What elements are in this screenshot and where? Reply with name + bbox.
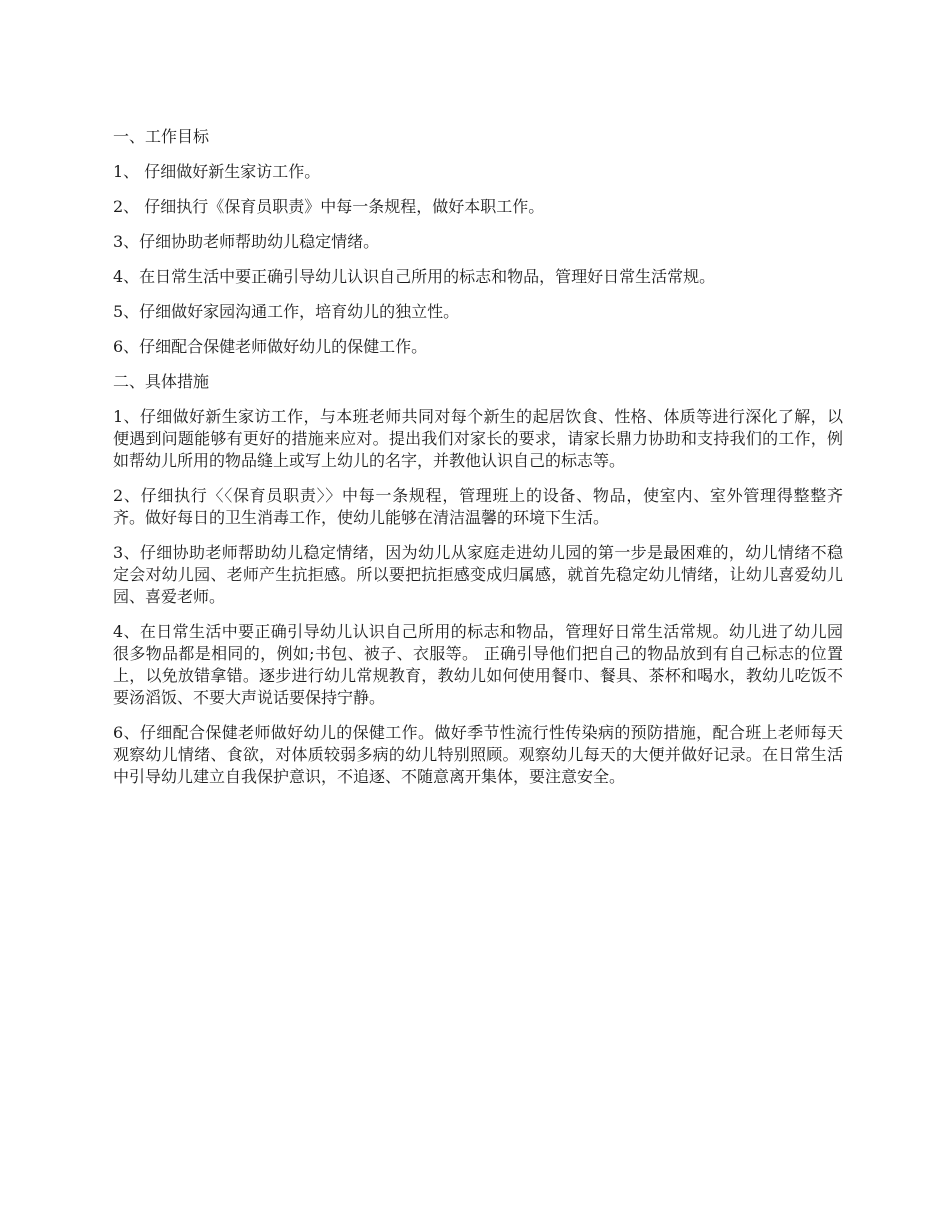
goal-item-2: 2、 仔细执行《保育员职责》中每一条规程，做好本职工作。: [113, 197, 545, 216]
section-heading-goals: 一、工作目标: [113, 127, 210, 146]
document-body: [113, 126, 843, 801]
goal-item-5: 5、仔细做好家园沟通工作，培育幼儿的独立性。: [113, 302, 460, 321]
goal-item-1: 1、 仔细做好新生家访工作。: [113, 162, 321, 181]
goal-item-4: 4、在日常生活中要正确引导幼儿认识自己所用的标志和物品，管理好日常生活常规。: [113, 267, 716, 286]
goal-item-3: 3、仔细协助老师帮助幼儿稳定情绪。: [113, 232, 380, 251]
measure-paragraph-6: 6、仔细配合保健老师做好幼儿的保健工作。做好季节性流行性传染病的预防措施，配合班上老师每天观察幼儿情绪、食欲，对体质较弱多病的幼儿特别照顾。观察幼儿每天的大便并做好记录。在日常生活中引导幼儿建立自我保护意识，不追逐、不随意离开集体，要注意安全。: [113, 723, 843, 786]
section-heading-measures: 二、具体措施: [113, 372, 210, 391]
measure-paragraph-3: 3、仔细协助老师帮助幼儿稳定情绪，因为幼儿从家庭走进幼儿园的第一步是最困难的，幼儿情绪不稳定会对幼儿园、老师产生抗拒感。所以要把抗拒感变成归属感，就首先稳定幼儿情绪，让幼儿喜爱幼儿园、喜爱老师。: [113, 543, 843, 606]
goal-item-6: 6、仔细配合保健老师做好幼儿的保健工作。: [113, 337, 428, 356]
measure-paragraph-4: 4、在日常生活中要正确引导幼儿认识自己所用的标志和物品，管理好日常生活常规。幼儿进了幼儿园很多物品都是相同的，例如;书包、被子、衣服等。 正确引导他们把自己的物品放到有自己标志的位置上，以免放错拿错。逐步进行幼儿常规教育，教幼儿如何使用餐巾、餐具、茶杯和喝水，教幼儿吃饭不要汤滔饭、不要大声说话要保持宁静。: [113, 622, 843, 707]
measure-paragraph-2: 2、仔细执行〈〈保育员职责〉〉中每一条规程，管理班上的设备、物品，使室内、室外管理得整整齐齐。做好每日的卫生消毒工作，使幼儿能够在清洁温馨的环境下生活。: [113, 486, 843, 527]
measure-paragraph-1: 1、仔细做好新生家访工作，与本班老师共同对每个新生的起居饮食、性格、体质等进行深化了解，以便遇到问题能够有更好的措施来应对。提出我们对家长的要求，请家长鼎力协助和支持我们的工作，例如帮幼儿所用的物品缝上或写上幼儿的名字，并教他认识自己的标志等。: [113, 407, 843, 470]
